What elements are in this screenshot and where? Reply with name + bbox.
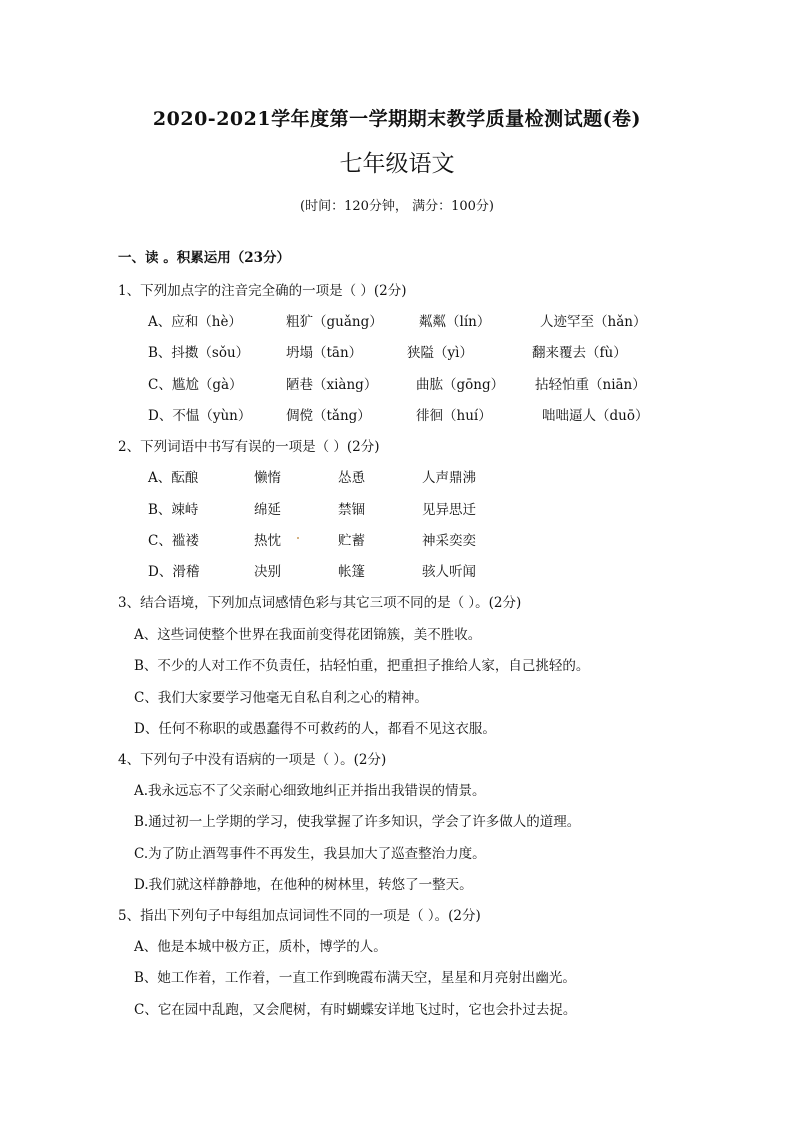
q1-option-c-1: C、尴尬（gà） xyxy=(148,377,243,393)
q1-option-a-4: 人迹罕至（hǎn） xyxy=(540,314,647,330)
q4-option-b: B.通过初一上学期的学习，使我掌握了许多知识，学会了许多做人的道理。 xyxy=(134,814,581,830)
q2-option-a-4: 人声鼎沸 xyxy=(422,470,476,486)
q1-option-d-4: 咄咄逼人（duō） xyxy=(542,408,649,424)
q3-option-c: C、我们大家要学习他毫无自私自利之心的精神。 xyxy=(134,690,428,706)
q1-option-c-2: 陋巷（xiàng） xyxy=(286,377,378,393)
section-heading: 一、读 。积累运用（23分） xyxy=(118,250,290,266)
q4-option-c: C.为了防止酒驾事件不再发生，我县加大了巡查整治力度。 xyxy=(134,846,486,862)
q1-option-d-2: 倜傥（tǎng） xyxy=(286,408,371,424)
q1-option-c-4: 拈轻怕重（niān） xyxy=(535,377,646,393)
q5-option-a: A、他是本城中极方正，质朴，博学的人。 xyxy=(134,939,387,955)
q2-option-b-1: B、竦峙 xyxy=(148,502,199,518)
question-1-stem: 1、下列加点字的注音完全确的一项是（ ）(2分) xyxy=(118,283,407,299)
q4-option-d: D.我们就这样静静地，在他种的树林里，转悠了一整天。 xyxy=(134,877,473,893)
q1-option-a-3: 粼粼（lín） xyxy=(419,314,491,330)
q3-option-d: D、任何不称职的或愚蠢得不可救药的人，都看不见这衣服。 xyxy=(134,721,496,737)
q2-option-b-2: 绵延 xyxy=(254,502,281,518)
q1-option-d-1: D、不愠（yùn） xyxy=(148,408,252,424)
exam-title: 2020-2021学年度第一学期期末教学质量检测试题(卷) xyxy=(152,108,642,130)
q2-option-a-3: 怂恿 xyxy=(338,470,365,486)
q3-option-a: A、这些词使整个世界在我面前变得花团锦簇，美不胜收。 xyxy=(134,627,482,643)
stray-dot xyxy=(297,537,299,539)
exam-info: (时间：120分钟， 满分：100分) xyxy=(300,199,494,214)
q2-option-d-2: 决别 xyxy=(254,564,281,580)
q3-option-b: B、不少的人对工作不负责任，拈轻怕重，把重担子推给人家，自己挑轻的。 xyxy=(134,658,590,674)
q1-option-b-2: 坍塌（tān） xyxy=(286,345,363,361)
q1-option-b-4: 翻来覆去（fù） xyxy=(532,345,627,361)
q2-option-c-4: 神采奕奕 xyxy=(422,533,476,549)
q1-option-b-1: B、抖擞（sǒu） xyxy=(148,345,250,361)
q1-option-c-3: 曲肱（gōng） xyxy=(416,377,505,393)
q1-option-a-1: A、应和（hè） xyxy=(148,314,242,330)
q2-option-d-4: 骇人听闻 xyxy=(422,564,476,580)
q2-option-a-1: A、酝酿 xyxy=(148,470,199,486)
q2-option-c-3: 贮蓄 xyxy=(338,533,365,549)
q2-option-d-3: 帐篷 xyxy=(338,564,365,580)
q1-option-a-2: 粗犷（guǎng） xyxy=(286,314,383,330)
q2-option-b-4: 见异思迁 xyxy=(422,502,476,518)
q2-option-c-2: 热忱 xyxy=(254,533,281,549)
question-2-stem: 2、下列词语中书写有误的一项是（ ）(2分) xyxy=(118,439,380,455)
q2-option-d-1: D、滑稽 xyxy=(148,564,200,580)
question-5-stem: 5、指出下列句子中每组加点词词性不同的一项是（ ）。(2分) xyxy=(118,908,481,924)
q5-option-b: B、她工作着，工作着，一直工作到晚霞布满天空，星星和月亮射出幽光。 xyxy=(134,970,576,986)
question-4-stem: 4、下列句子中没有语病的一项是（ ）。(2分) xyxy=(118,752,387,768)
q5-option-c: C、它在园中乱跑，又会爬树，有时蝴蝶安详地飞过时，它也会扑过去捉。 xyxy=(134,1002,577,1018)
exam-subtitle: 七年级语文 xyxy=(339,151,455,177)
q1-option-d-3: 徘徊（huí） xyxy=(416,408,492,424)
q2-option-c-1: C、褴褛 xyxy=(148,533,199,549)
q4-option-a: A.我永远忘不了父亲耐心细致地纠正并指出我错误的情景。 xyxy=(134,783,486,799)
q1-option-b-3: 狭隘（yì） xyxy=(407,345,473,361)
q2-option-b-3: 禁锢 xyxy=(338,502,365,518)
q2-option-a-2: 懒惰 xyxy=(254,470,281,486)
question-3-stem: 3、结合语境，下列加点词感情色彩与其它三项不同的是（ ）。(2分) xyxy=(118,595,522,611)
